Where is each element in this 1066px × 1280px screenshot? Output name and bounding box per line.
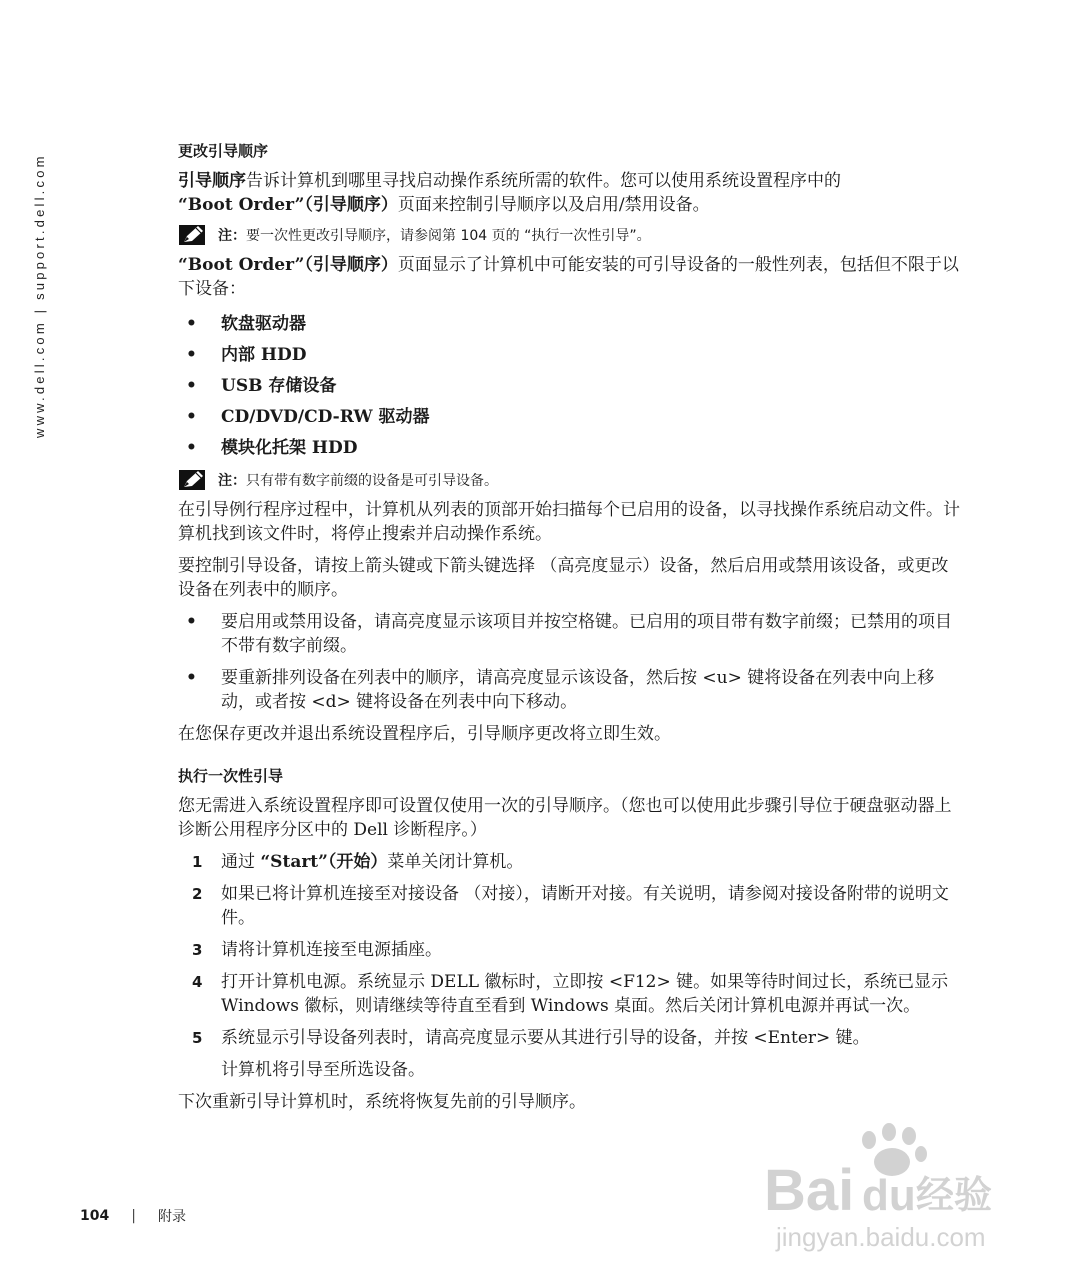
list-item [178, 371, 963, 402]
side-url: www.dell.com | support.dell.com [32, 153, 47, 438]
step-item [178, 1026, 963, 1082]
device-label: 软盘驱动器 [221, 314, 306, 334]
watermark-brand: Bai [764, 1158, 855, 1223]
note-pencil-icon [178, 223, 208, 247]
bullet: • [186, 612, 197, 632]
note-2-label: 注： [218, 473, 246, 489]
step-text: 菜单关闭计算机。 [387, 852, 524, 872]
instruction-bullets [178, 610, 963, 714]
page-number: 104 [80, 1208, 110, 1224]
note-2 [178, 470, 963, 492]
intro-paragraph [178, 169, 963, 217]
save-changes-paragraph: 在您保存更改并退出系统设置程序后，引导顺序更改将立即生效。 [178, 724, 671, 744]
step-item [178, 882, 963, 930]
step-text: 如果已将计算机连接至对接设备 （对接），请断开对接。有关说明，请参阅对接设备附带的说明文件。 [221, 884, 949, 928]
list-item [178, 666, 963, 714]
list-item [178, 610, 963, 658]
step-number: 1 [192, 853, 203, 871]
device-list-intro [178, 253, 963, 301]
step-number: 3 [192, 941, 203, 959]
note-1-text: 要一次性更改引导顺序，请参阅第 104 页的 “执行一次性引导”。 [246, 228, 651, 244]
list-item [178, 309, 963, 340]
watermark-url: jingyan.baidu.com [776, 1222, 986, 1252]
bullet-text: 要启用或禁用设备，请高亮度显示该项目并按空格键。已启用的项目带有数字前缀；已禁用的项目不带有数字前缀。 [221, 612, 952, 656]
watermark-brand-2: du [862, 1171, 916, 1220]
step-number: 5 [192, 1029, 203, 1047]
bullet: • [186, 668, 197, 688]
section-heading-one-time-boot: 执行一次性引导 [178, 767, 284, 785]
page-footer [80, 1206, 186, 1226]
step-text: 通过 [221, 852, 261, 872]
note-pencil-icon [178, 468, 208, 492]
device-list [178, 309, 963, 464]
note-1 [178, 225, 963, 247]
intro-boot-order-term: “Boot Order”（引导顺序） [178, 195, 398, 215]
intro-bold-term: 引导顺序 [178, 171, 246, 191]
step-item [178, 938, 963, 962]
paw-icon [862, 1123, 927, 1176]
bullet-text: 要重新排列设备在列表中的顺序，请高亮度显示该设备，然后按 <u> 键将设备在列表中向上移动，或者按 <d> 键将设备在列表中向下移动。 [221, 668, 935, 712]
bullet: • [186, 407, 197, 427]
step-number: 2 [192, 885, 203, 903]
step-item [178, 850, 963, 874]
device-list-intro-text: 页面显示了计算机中可能安装的可引导设备的一般性列表，包括但不限于以下设备： [178, 255, 959, 299]
list-item [178, 433, 963, 464]
step-bold-term: “Start”（开始） [260, 852, 388, 872]
intro-line2: 页面来控制引导顺序以及启用/禁用设备。 [397, 195, 710, 215]
step-text: 系统显示引导设备列表时，请高亮度显示要从其进行引导的设备，并按 <Enter> 键。 [221, 1028, 870, 1048]
step-text: 请将计算机连接至电源插座。 [221, 940, 442, 960]
boot-order-term: “Boot Order”（引导顺序） [178, 255, 398, 275]
watermark-tagline: 经验 [916, 1173, 993, 1217]
control-devices-paragraph: 要控制引导设备，请按上箭头键或下箭头键选择 （高亮度显示）设备，然后启用或禁用该设备，或更改设备在列表中的顺序。 [178, 556, 949, 600]
boot-routine-paragraph: 在引导例行程序过程中，计算机从列表的顶部开始扫描每个已启用的设备，以寻找操作系统启动文件。计算机找到该文件时，将停止搜索并启动操作系统。 [178, 500, 960, 544]
step-sub-text: 计算机将引导至所选设备。 [221, 1060, 425, 1080]
step-item [178, 970, 963, 1018]
note-1-label: 注： [218, 228, 246, 244]
footer-separator: | [131, 1208, 136, 1224]
list-item [178, 340, 963, 371]
bullet: • [186, 376, 197, 396]
page-content [178, 140, 963, 1122]
closing-paragraph: 下次重新引导计算机时，系统将恢复先前的引导顺序。 [178, 1092, 586, 1112]
section-heading-boot-order: 更改引导顺序 [178, 142, 269, 160]
bullet: • [186, 345, 197, 365]
steps-list [178, 850, 963, 1082]
footer-section: 附录 [157, 1209, 186, 1225]
bullet: • [186, 438, 197, 458]
list-item [178, 402, 963, 433]
bullet: • [186, 314, 197, 334]
device-label: 内部 HDD [221, 345, 307, 365]
note-2-text: 只有带有数字前缀的设备是可引导设备。 [246, 473, 498, 489]
one-time-boot-intro: 您无需进入系统设置程序即可设置仅使用一次的引导顺序。（您也可以使用此步骤引导位于硬盘驱动器上诊断公用程序分区中的 Dell 诊断程序。） [178, 796, 952, 840]
device-label: CD/DVD/CD-RW 驱动器 [221, 407, 430, 427]
device-label: 模块化托架 HDD [221, 438, 358, 458]
step-text: 打开计算机电源。系统显示 DELL 徽标时，立即按 <F12> 键。如果等待时间过长，系统已显示 Windows 徽标，则请继续等待直至看到 Windows 桌面。然后关闭计算机电源并再试一次。 [221, 972, 949, 1016]
step-number: 4 [192, 973, 203, 991]
device-label: USB 存储设备 [221, 376, 337, 396]
intro-line1: 告诉计算机到哪里寻找启动操作系统所需的软件。您可以使用系统设置程序中的 [246, 171, 841, 191]
baidu-watermark [764, 1118, 1004, 1258]
